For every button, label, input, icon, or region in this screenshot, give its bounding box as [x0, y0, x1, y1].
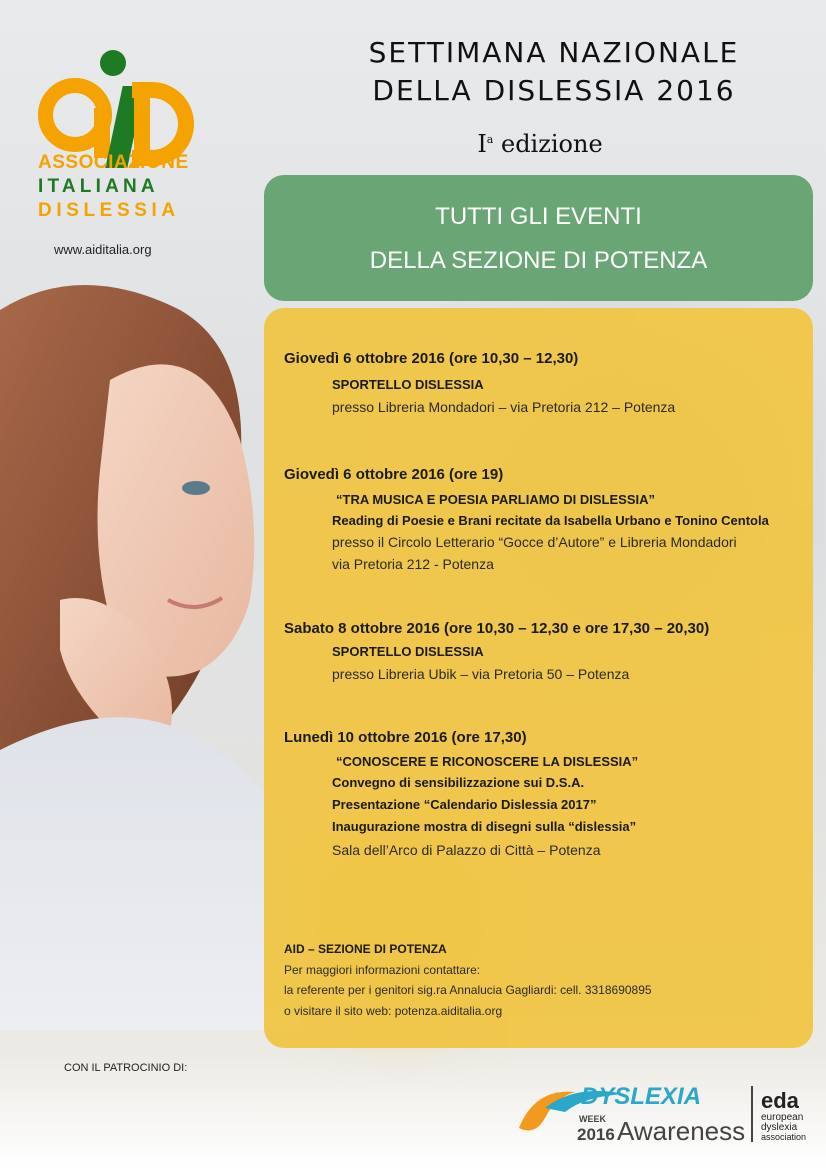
event-location: presso Libreria Ubik – via Pretoria 50 – Potenza	[332, 666, 630, 682]
logo-letter-a-stem	[94, 108, 110, 158]
eda-divider	[751, 1086, 753, 1142]
contact-line: o visitare il sito web: potenza.aiditalia.org	[284, 1004, 503, 1018]
event-date: Giovedì 6 ottobre 2016 (ore 19)	[284, 466, 504, 483]
eye-shape	[182, 481, 210, 495]
year-text: 2016	[577, 1125, 615, 1144]
banner-line1: TUTTI GLI EVENTI	[435, 203, 642, 230]
edition-label	[450, 130, 630, 158]
logo-text-dislessia: DISLESSIA	[38, 200, 180, 221]
eda-line1: european	[761, 1112, 804, 1123]
event-date: Lunedì 10 ottobre 2016 (ore 17,30)	[284, 729, 527, 746]
event-location: Sala dell’Arco di Palazzo di Città – Potenza	[332, 842, 601, 858]
patronage-label: CON IL PATROCINIO DI:	[64, 1062, 188, 1074]
week-text: WEEK	[579, 1114, 606, 1124]
event-title: “TRA MUSICA E POESIA PARLIAMO DI DISLESSIA”	[336, 492, 656, 507]
dyslexia-awareness-logo	[515, 1078, 815, 1148]
eda-line3: association	[761, 1132, 807, 1142]
logo-text-italiana: ITALIANA	[38, 176, 159, 197]
event-location: via Pretoria 212 - Potenza	[332, 556, 494, 572]
dyslexia-text: DYSLEXIA	[581, 1083, 702, 1110]
edition-word: edizione	[493, 130, 603, 158]
event-detail: Reading di Poesie e Brani recitate da Isabella Urbano e Tonino Centola	[332, 513, 769, 528]
event-detail: Inaugurazione mostra di disegni sulla “dislessia”	[332, 819, 637, 834]
awareness-text: Awareness	[617, 1116, 746, 1146]
aid-logo	[32, 24, 208, 264]
contact-heading: AID – SEZIONE DI POTENZA	[284, 942, 447, 956]
event-title: SPORTELLO DISLESSIA	[332, 377, 484, 392]
event-date: Giovedì 6 ottobre 2016 (ore 10,30 – 12,30)	[284, 350, 579, 367]
shirt-shape	[0, 717, 300, 1030]
contact-line: la referente per i genitori sig.ra Annalucia Gagliardi: cell. 3318690895	[284, 983, 652, 997]
eda-text: eda	[761, 1088, 799, 1113]
eda-line2: dyslexia	[761, 1122, 798, 1133]
event-title: “CONOSCERE E RICONOSCERE LA DISLESSIA”	[336, 754, 639, 769]
event-detail: Convegno di sensibilizzazione sui D.S.A.	[332, 775, 585, 790]
logo-dot-shape	[100, 50, 126, 76]
events-panel	[264, 308, 813, 1048]
event-location: presso il Circolo Letterario “Gocce d’Autore” e Libreria Mondadori	[332, 534, 737, 550]
event-location: presso Libreria Mondadori – via Pretoria 212 – Potenza	[332, 399, 676, 415]
banner-line2: DELLA SEZIONE DI POTENZA	[369, 247, 708, 274]
contact-line: Per maggiori informazioni contattare:	[284, 963, 481, 977]
event-date: Sabato 8 ottobre 2016 (ore 10,30 – 12,30 e ore 17,30 – 20,30)	[284, 620, 710, 637]
logo-text-associazione: ASSOCIAZIONE	[38, 152, 189, 173]
page-title-line1: SETTIMANA NAZIONALE	[368, 36, 740, 69]
event-title: SPORTELLO DISLESSIA	[332, 644, 484, 659]
page-title-line2: DELLA DISLESSIA 2016	[372, 74, 736, 107]
website-link[interactable]: www.aiditalia.org	[54, 242, 152, 257]
event-detail: Presentazione “Calendario Dislessia 2017”	[332, 797, 597, 812]
events-banner	[264, 175, 813, 301]
edition-numeral: I	[477, 130, 487, 158]
edition-superscript: a	[486, 133, 494, 146]
